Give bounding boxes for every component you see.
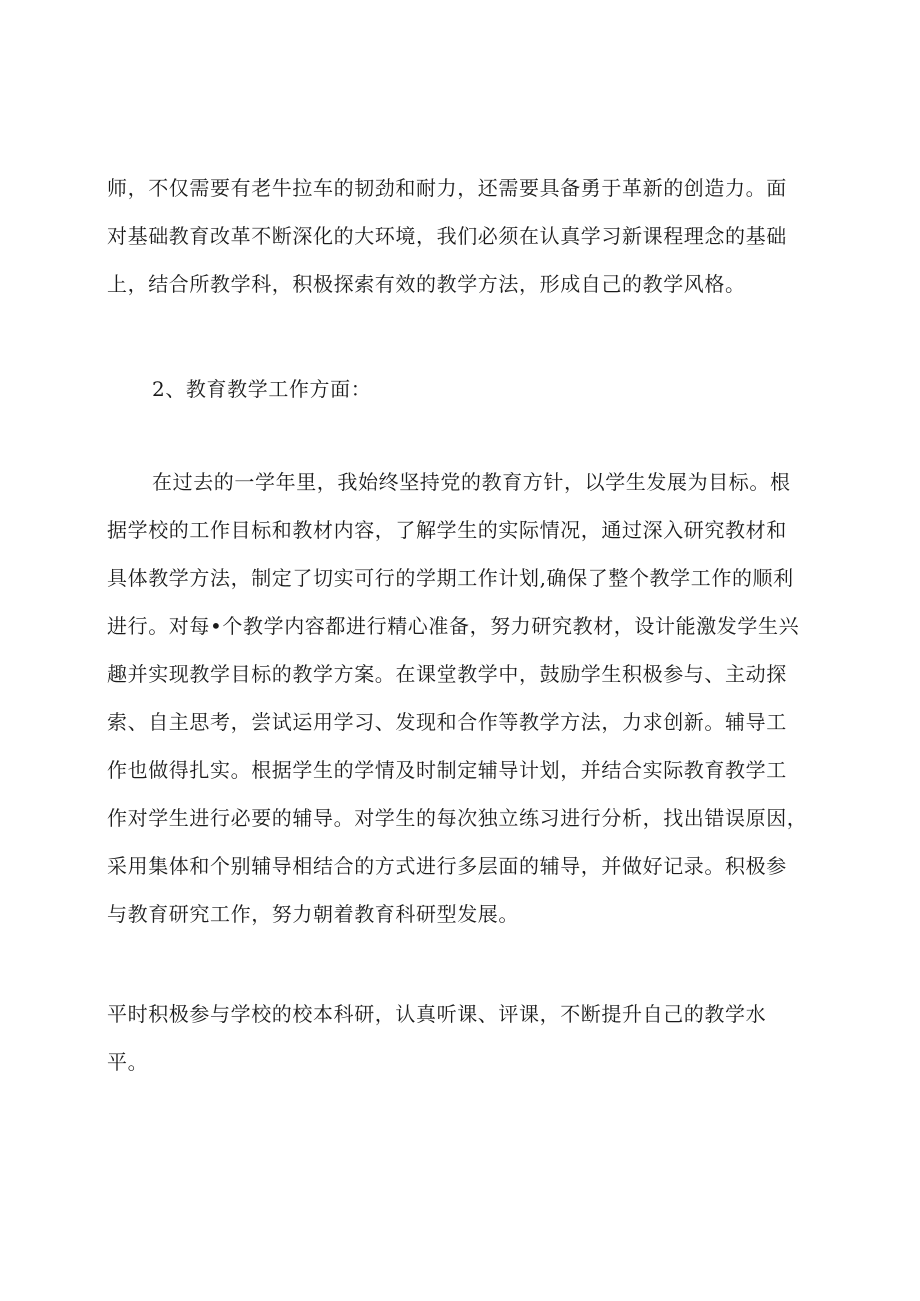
paragraph-2-line-6: 索、自主思考，尝试运用学习、发现和合作等教学方法，力求创新。辅导工 [107, 710, 787, 734]
paragraph-1-line-1: 师，不仅需要有老牛拉车的韧劲和耐力，还需要具备勇于革新的创造力。面 [107, 176, 787, 200]
paragraph-2-line-10: 与教育研究工作，努力朝着教育科研型发展。 [107, 902, 519, 926]
paragraph-2-line-8: 作对学生进行必要的辅导。对学生的每次独立练习进行分析，找出错误原因， [107, 806, 808, 830]
paragraph-2-line-4: 进行。对每•个教学内容都进行精心准备，努力研究教材，设计能激发学生兴 [107, 614, 800, 638]
paragraph-3-line-2: 平。 [107, 1050, 149, 1074]
paragraph-2-line-3: 具体教学方法，制定了切实可行的学期工作计划,确保了整个教学工作的顺利 [107, 566, 794, 590]
paragraph-2-line-2: 据学校的工作目标和教材内容，了解学生的实际情况，通过深入研究教材和 [107, 518, 787, 542]
section-heading: 2、教育教学工作方面： [152, 377, 372, 401]
paragraph-3-line-1: 平时积极参与学校的校本科研，认真听课、评课，不断提升自己的教学水 [107, 1002, 767, 1026]
paragraph-1-line-3: 上，结合所教学科，积极探索有效的教学方法，形成自己的教学风格。 [107, 272, 746, 296]
paragraph-2-line-7: 作也做得扎实。根据学生的学情及时制定辅导计划，并结合实际教育教学工 [107, 758, 787, 782]
paragraph-1-line-2: 对基础教育改革不断深化的大环境，我们必须在认真学习新课程理念的基础 [107, 224, 787, 248]
paragraph-2-line-9: 采用集体和个别辅导相结合的方式进行多层面的辅导，并做好记录。积极参 [107, 854, 787, 878]
paragraph-2-line-5: 趣并实现教学目标的教学方案。在课堂教学中，鼓励学生积极参与、主动探 [107, 662, 787, 686]
paragraph-2-line-1: 在过去的一学年里，我始终坚持党的教育方针，以学生发展为目标。根 [152, 470, 791, 494]
